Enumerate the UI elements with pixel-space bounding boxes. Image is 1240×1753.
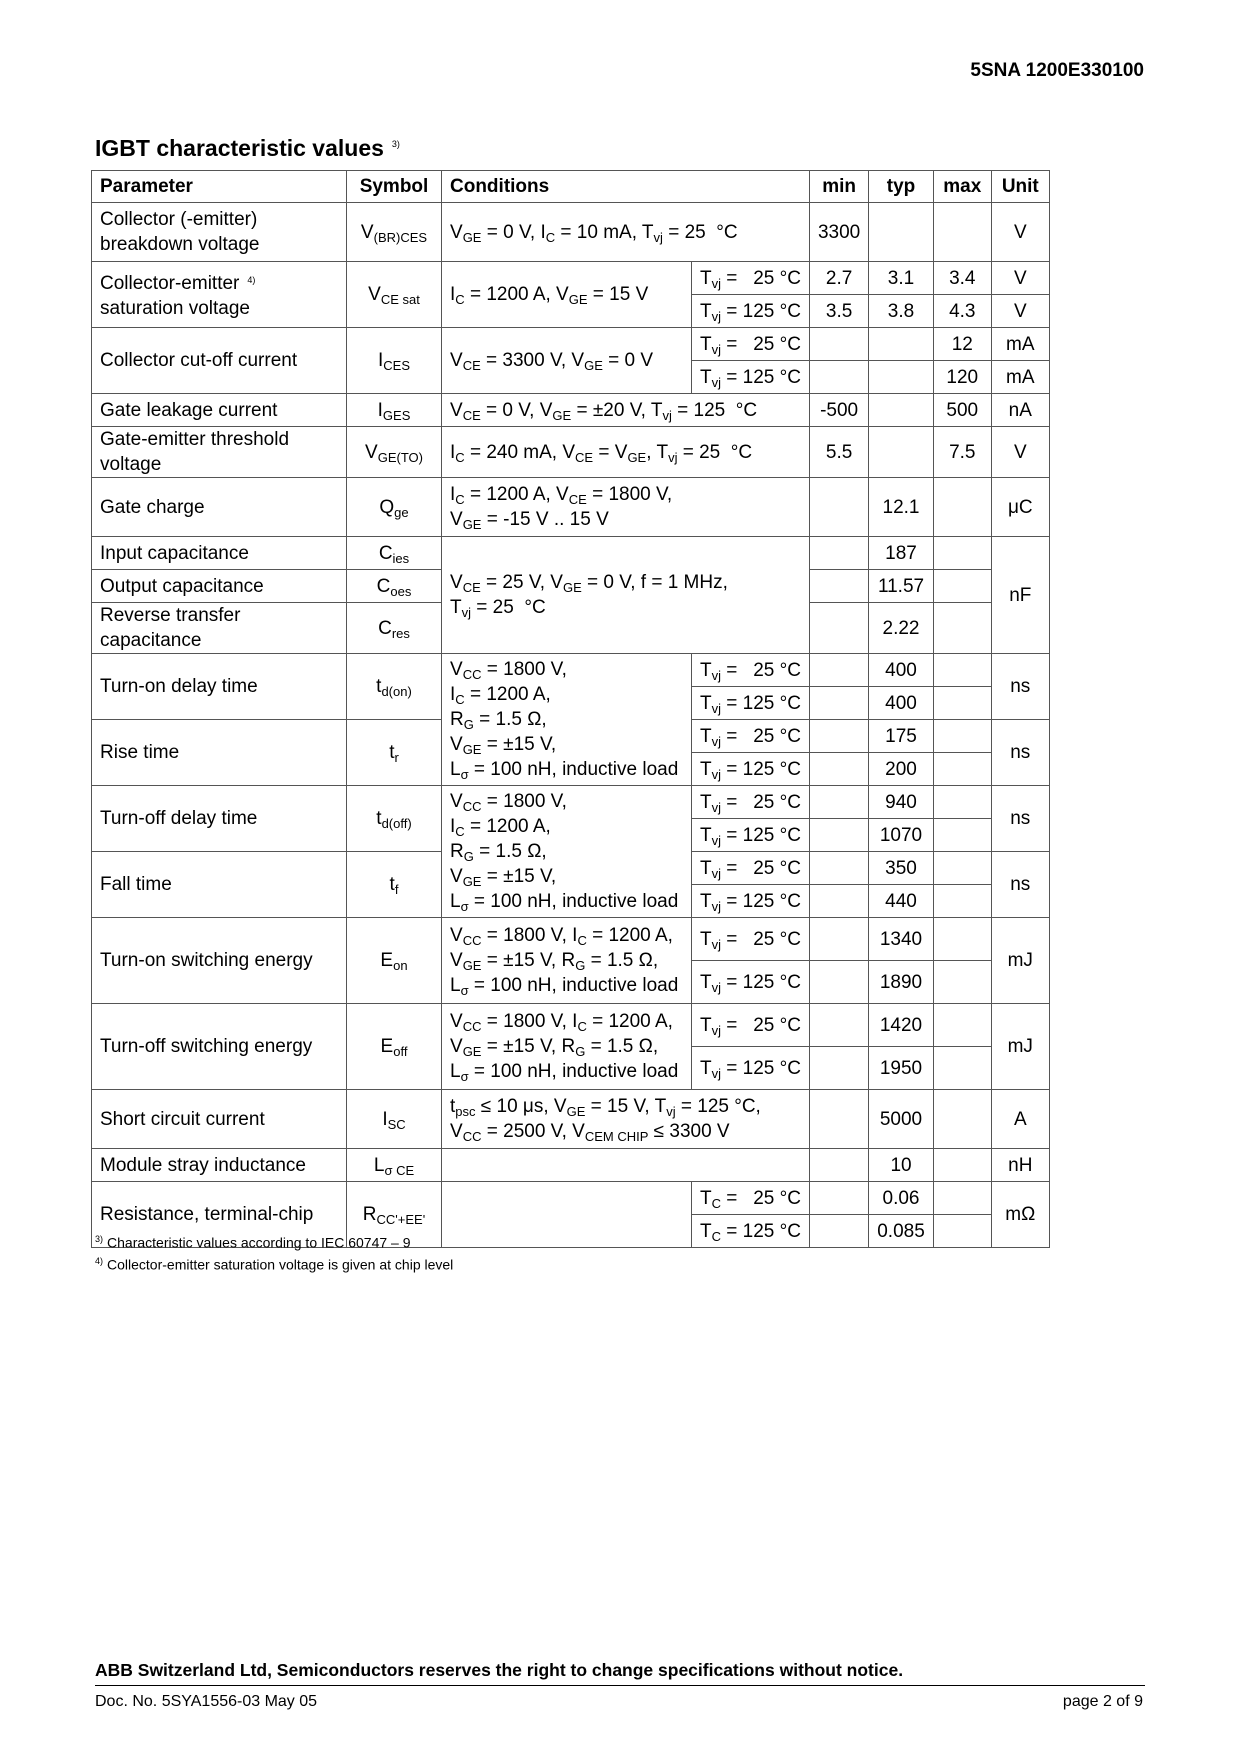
value-max: 4.3 [933,295,991,328]
param-rcc: Resistance, terminal-chip [92,1182,347,1248]
cond-temp: $T_{vj} = 25$ °C [692,1004,810,1047]
value-min: -500 [809,394,868,427]
value-max [933,1182,991,1215]
value-unit: V [991,427,1049,478]
value-min [809,603,868,654]
cond-isc: $t_{psc} \le 10$ μs, $V_{GE} = 15$ V, $T_{vj} = 125$ °C, $V_{CC} = 2500$ V, $V_{CEM CHIP} \le 3300$ V [442,1090,810,1149]
value-typ: 10 [869,1149,934,1182]
table-row [92,786,1050,819]
cond-temp: $T_{vj} = 125$ °C [692,1047,810,1090]
value-max [933,603,991,654]
cond-temp: $T_{vj} = 125$ °C [692,753,810,786]
value-max [933,1004,991,1047]
value-max [933,786,991,819]
param-cies: Input capacitance [92,537,347,570]
value-min [809,570,868,603]
table-row [92,1149,1050,1182]
cond-vgeto: $I_C = 240$ mA, $V_{CE} = V_{GE}$, $T_{vj} = 25$ °C [442,427,810,478]
value-typ: 12.1 [869,478,934,537]
col-header-parameter: Parameter [92,171,347,203]
section-title-note: 3) [391,139,400,149]
value-unit: mΩ [991,1182,1049,1248]
cond-ices: $V_{CE} = 3300$ V, $V_{GE} = 0$ V [442,328,692,394]
cond-temp: $T_{vj} = 25$ °C [692,918,810,961]
table-row [92,1004,1050,1047]
value-min [809,1047,868,1090]
cond-temp: $T_C = 125$ °C [692,1215,810,1248]
value-typ: 2.22 [869,603,934,654]
value-min [809,537,868,570]
value-max [933,720,991,753]
footer-divider [95,1685,1145,1686]
param-vcesat: Collector-emitter $^{4)}$ saturation voltage [92,262,347,328]
symbol-eoff: $E_{off}$ [347,1004,442,1090]
value-unit: V [991,203,1049,262]
cond-switching-off: $V_{CC} = 1800$ V, $I_C = 1200$ A, $R_G = 1.5$ Ω, $V_{GE} = \pm 15$ V, $L_\sigma = 100$ nH, inductive load [442,786,692,918]
value-max [933,852,991,885]
value-unit: ns [991,786,1049,852]
value-max [933,961,991,1004]
value-typ: 175 [869,720,934,753]
part-number: 5SNA 1200E330100 [970,60,1144,81]
table-row [92,203,1050,262]
value-max [933,537,991,570]
value-typ: 1420 [869,1004,934,1047]
symbol-tdon: $t_{d(on)}$ [347,654,442,720]
param-eoff: Turn-off switching energy [92,1004,347,1090]
value-min [809,1182,868,1215]
col-header-symbol: Symbol [347,171,442,203]
value-typ: 400 [869,654,934,687]
symbol-iges: $I_{GES}$ [347,394,442,427]
footer-page-number: page 2 of 9 [1062,1693,1143,1710]
section-title-text: IGBT characteristic values [95,135,384,161]
param-tr: Rise time [92,720,347,786]
value-unit: nF [991,537,1049,654]
cond-temp: $T_{vj} = 125$ °C [692,885,810,918]
value-max [933,1215,991,1248]
value-unit: A [991,1090,1049,1149]
value-max [933,570,991,603]
value-min [809,819,868,852]
value-max [933,885,991,918]
value-max [933,1090,991,1149]
value-unit: V [991,262,1049,295]
footer-doc-number: Doc. No. 5SYA1556-03 May 05 [95,1693,318,1710]
cond-temp: $T_{vj} = 25$ °C [692,262,810,295]
value-unit: ns [991,720,1049,786]
value-typ: 350 [869,852,934,885]
cond-switching-on: $V_{CC} = 1800$ V, $I_C = 1200$ A, $R_G = 1.5$ Ω, $V_{GE} = \pm 15$ V, $L_\sigma = 100$ nH, inductive load [442,654,692,786]
characteristics-table [91,170,1050,1248]
value-min [809,961,868,1004]
value-max [933,203,991,262]
cond-capacitance: $V_{CE} = 25$ V, $V_{GE} = 0$ V, f = 1 MHz, $T_{vj} = 25$ °C [442,537,810,654]
cond-temp: $T_{vj} = 25$ °C [692,720,810,753]
footnote-3: $^{3)}$ Characteristic values according to IEC 60747 – 9 [95,1234,411,1251]
value-typ: 0.085 [869,1215,934,1248]
footer-disclaimer: ABB Switzerland Ltd, Semiconductors reserves the right to change specifications without notice. [95,1660,904,1680]
value-min [809,361,868,394]
param-qge: Gate charge [92,478,347,537]
value-max [933,1149,991,1182]
cond-temp: $T_C = 25$ °C [692,1182,810,1215]
cond-lsce [442,1149,810,1182]
table-row [92,478,1050,537]
symbol-eon: $E_{on}$ [347,918,442,1004]
symbol-qge: $Q_{ge}$ [347,478,442,537]
value-typ: 0.06 [869,1182,934,1215]
symbol-vcesat: $V_{CE sat}$ [347,262,442,328]
table-row [92,328,1050,361]
cond-temp: $T_{vj} = 125$ °C [692,819,810,852]
value-typ [869,328,934,361]
cond-temp: $T_{vj} = 25$ °C [692,786,810,819]
value-typ [869,394,934,427]
value-min [809,1090,868,1149]
value-typ: 940 [869,786,934,819]
value-typ [869,361,934,394]
symbol-vgeto: $V_{GE(TO)}$ [347,427,442,478]
value-max: 12 [933,328,991,361]
value-min [809,1149,868,1182]
value-min [809,918,868,961]
value-max [933,478,991,537]
value-min [809,720,868,753]
value-min [809,852,868,885]
table-header-row [92,171,1050,203]
value-unit: nH [991,1149,1049,1182]
value-unit: μC [991,478,1049,537]
value-unit: ns [991,654,1049,720]
value-typ: 3.8 [869,295,934,328]
value-typ: 1950 [869,1047,934,1090]
value-max: 500 [933,394,991,427]
value-max [933,1047,991,1090]
value-min: 5.5 [809,427,868,478]
symbol-vbrces: $V_{(BR)CES}$ [347,203,442,262]
value-max [933,918,991,961]
value-max: 3.4 [933,262,991,295]
value-min: 3300 [809,203,868,262]
value-unit: mA [991,361,1049,394]
value-min [809,753,868,786]
value-min [809,328,868,361]
table-row [92,427,1050,478]
value-min [809,654,868,687]
value-min: 2.7 [809,262,868,295]
cond-temp: $T_{vj} = 25$ °C [692,852,810,885]
value-typ: 1340 [869,918,934,961]
value-max [933,654,991,687]
col-header-typ: typ [869,171,934,203]
col-header-conditions: Conditions [442,171,810,203]
value-typ: 440 [869,885,934,918]
value-unit: ns [991,852,1049,918]
value-min [809,885,868,918]
table-row [92,262,1050,295]
param-isc: Short circuit current [92,1090,347,1149]
value-typ: 1070 [869,819,934,852]
cond-temp: $T_{vj} = 125$ °C [692,295,810,328]
value-unit: mJ [991,1004,1049,1090]
param-vgeto: Gate-emitter threshold voltage [92,427,347,478]
cond-temp: $T_{vj} = 125$ °C [692,361,810,394]
cond-vcesat: $I_C = 1200$ A, $V_{GE} = 15$ V [442,262,692,328]
symbol-rcc: $R_{CC'+EE'}$ [347,1182,442,1248]
cond-eon: $V_{CC} = 1800$ V, $I_C = 1200$ A, $V_{GE} = \pm 15$ V, $R_G = 1.5$ Ω, $L_\sigma = 100$ nH, inductive load [442,918,692,1004]
value-unit: nA [991,394,1049,427]
value-typ: 1890 [869,961,934,1004]
param-tdoff: Turn-off delay time [92,786,347,852]
value-typ: 187 [869,537,934,570]
param-iges: Gate leakage current [92,394,347,427]
value-min [809,786,868,819]
footnotes [95,1230,453,1273]
table-row [92,654,1050,687]
table-row [92,1182,1050,1215]
value-unit: V [991,295,1049,328]
param-breakdown: Collector (-emitter) breakdown voltage [92,203,347,262]
symbol-lsce: $L_{\sigma CE}$ [347,1149,442,1182]
cond-eoff: $V_{CC} = 1800$ V, $I_C = 1200$ A, $V_{GE} = \pm 15$ V, $R_G = 1.5$ Ω, $L_\sigma = 100$ nH, inductive load [442,1004,692,1090]
value-typ: 200 [869,753,934,786]
param-eon: Turn-on switching energy [92,918,347,1004]
param-coes: Output capacitance [92,570,347,603]
value-typ: 3.1 [869,262,934,295]
table-row [92,1090,1050,1149]
cond-temp: $T_{vj} = 25$ °C [692,654,810,687]
value-min [809,1004,868,1047]
value-min [809,687,868,720]
col-header-max: max [933,171,991,203]
symbol-cies: $C_{ies}$ [347,537,442,570]
table-row [92,394,1050,427]
symbol-cres: $C_{res}$ [347,603,442,654]
value-typ: 5000 [869,1090,934,1149]
symbol-tf: $t_f$ [347,852,442,918]
param-tdon: Turn-on delay time [92,654,347,720]
cond-breakdown: $V_{GE} = 0$ V, $I_C = 10$ mA, $T_{vj} = 25$ °C [442,203,810,262]
symbol-coes: $C_{oes}$ [347,570,442,603]
param-cres: Reverse transfer capacitance [92,603,347,654]
value-typ [869,427,934,478]
cond-iges: $V_{CE} = 0$ V, $V_{GE} = \pm 20$ V, $T_{vj} = 125$ °C [442,394,810,427]
cond-temp: $T_{vj} = 125$ °C [692,961,810,1004]
cond-rcc [442,1182,692,1248]
col-header-unit: Unit [991,171,1049,203]
param-lsce: Module stray inductance [92,1149,347,1182]
value-max [933,687,991,720]
value-typ: 11.57 [869,570,934,603]
symbol-tr: $t_r$ [347,720,442,786]
value-typ [869,203,934,262]
param-tf: Fall time [92,852,347,918]
value-min: 3.5 [809,295,868,328]
col-header-min: min [809,171,868,203]
table-row [92,537,1050,570]
value-min [809,1215,868,1248]
cond-temp: $T_{vj} = 125$ °C [692,687,810,720]
value-min [809,478,868,537]
param-ices: Collector cut-off current [92,328,347,394]
value-max: 7.5 [933,427,991,478]
cond-qge: $I_C = 1200$ A, $V_{CE} = 1800$ V, $V_{GE} = -15$ V .. 15 V [442,478,810,537]
value-max [933,819,991,852]
table-row [92,918,1050,961]
value-typ: 400 [869,687,934,720]
value-max: 120 [933,361,991,394]
symbol-ices: $I_{CES}$ [347,328,442,394]
value-unit: mA [991,328,1049,361]
section-title [95,135,400,162]
value-max [933,753,991,786]
cond-temp: $T_{vj} = 25$ °C [692,328,810,361]
symbol-isc: $I_{SC}$ [347,1090,442,1149]
footnote-4: $^{4)}$ Collector-emitter saturation voltage is given at chip level [95,1255,454,1273]
value-unit: mJ [991,918,1049,1004]
symbol-tdoff: $t_{d(off)}$ [347,786,442,852]
